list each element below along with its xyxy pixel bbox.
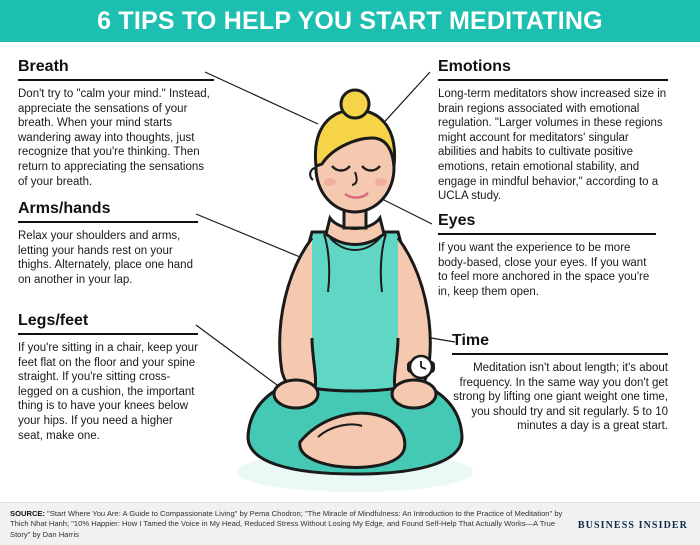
- source-label: SOURCE:: [10, 509, 46, 518]
- callout-breath: [18, 58, 214, 189]
- right-cheek: [375, 178, 387, 186]
- callout-legs-rule: [18, 333, 198, 335]
- source-note: [10, 509, 570, 540]
- brand-logo: BUSINESS INSIDER: [577, 520, 688, 531]
- source-text: "Start Where You Are: A Guide to Compassionate Living" by Pema Chodron; "The Miracle of Mindfulness: An Introduction to the Practice of Meditation" by Thich Nhat Hanh; "10% Happier: How I Tamed the Voice in My Head, Reduced Stress Without Losing My Edge, and Found Self-Help That Actually Works—A True Story" by Dan Harris: [10, 509, 563, 539]
- callout-emotions-rule: [438, 79, 668, 81]
- callout-emotions: [438, 58, 668, 204]
- callout-eyes: [438, 212, 656, 299]
- hair-bun: [341, 90, 369, 118]
- footer-bar: [0, 502, 700, 545]
- callout-eyes-title: Eyes: [438, 212, 476, 229]
- callout-arms-rule: [18, 221, 198, 223]
- left-arm: [280, 238, 316, 396]
- callout-legs-feet: [18, 312, 198, 443]
- callout-legs-text: If you're sitting in a chair, keep your feet flat on the floor and your spine straight. If you're sitting cross-legged on a cushion, the important thing is to have your knees below your hips. If you need a higher seat, make one.: [18, 342, 198, 442]
- callout-emotions-text: Long-term meditators show increased size in brain regions associated with emotional regulation. "Larger volumes in these regions might account for meditators' singular abilities and habits to cultivate positive emotions, retain emotional stability, and engage in mindful behavior," according to a UCLA study.: [438, 88, 667, 203]
- callout-emotions-title: Emotions: [438, 58, 511, 75]
- callout-breath-rule: [18, 79, 214, 81]
- callout-eyes-text: If you want the experience to be more body-based, close your eyes. If you want to feel more anchored in the space you're in, keep them open.: [438, 242, 650, 298]
- callout-arms-text: Relax your shoulders and arms, letting your hands rest on your thighs. Alternately, place one hand on another in your lap.: [18, 230, 193, 286]
- watch-icon: [408, 356, 434, 378]
- callout-eyes-rule: [438, 233, 656, 235]
- illustration-canvas: [0, 42, 700, 502]
- callout-breath-title: Breath: [18, 58, 69, 75]
- callout-time: [452, 332, 668, 434]
- callout-arms-title: Arms/hands: [18, 200, 111, 217]
- callout-legs-title: Legs/feet: [18, 312, 89, 329]
- callout-breath-text: Don't try to "calm your mind." Instead, appreciate the sensations of your breath. When your mind starts wandering away into thoughts, just recognize that you're thinking. Then return to appreciating the sensations of your breath.: [18, 88, 210, 188]
- left-cheek: [324, 178, 336, 186]
- callout-time-text: Meditation isn't about length; it's about frequency. In the same way you don't get strong by lifting one giant weight one time, you should try and sit regularly. 5 to 10 minutes a day is a great start.: [453, 362, 668, 433]
- left-hand: [274, 380, 318, 408]
- page-title: 6 TIPS TO HELP YOU START MEDITATING: [97, 6, 603, 35]
- callout-time-title: Time: [452, 332, 490, 349]
- callout-time-rule: [452, 353, 668, 355]
- header-bar: [0, 0, 700, 42]
- right-hand: [392, 380, 436, 408]
- callout-arms-hands: [18, 200, 198, 287]
